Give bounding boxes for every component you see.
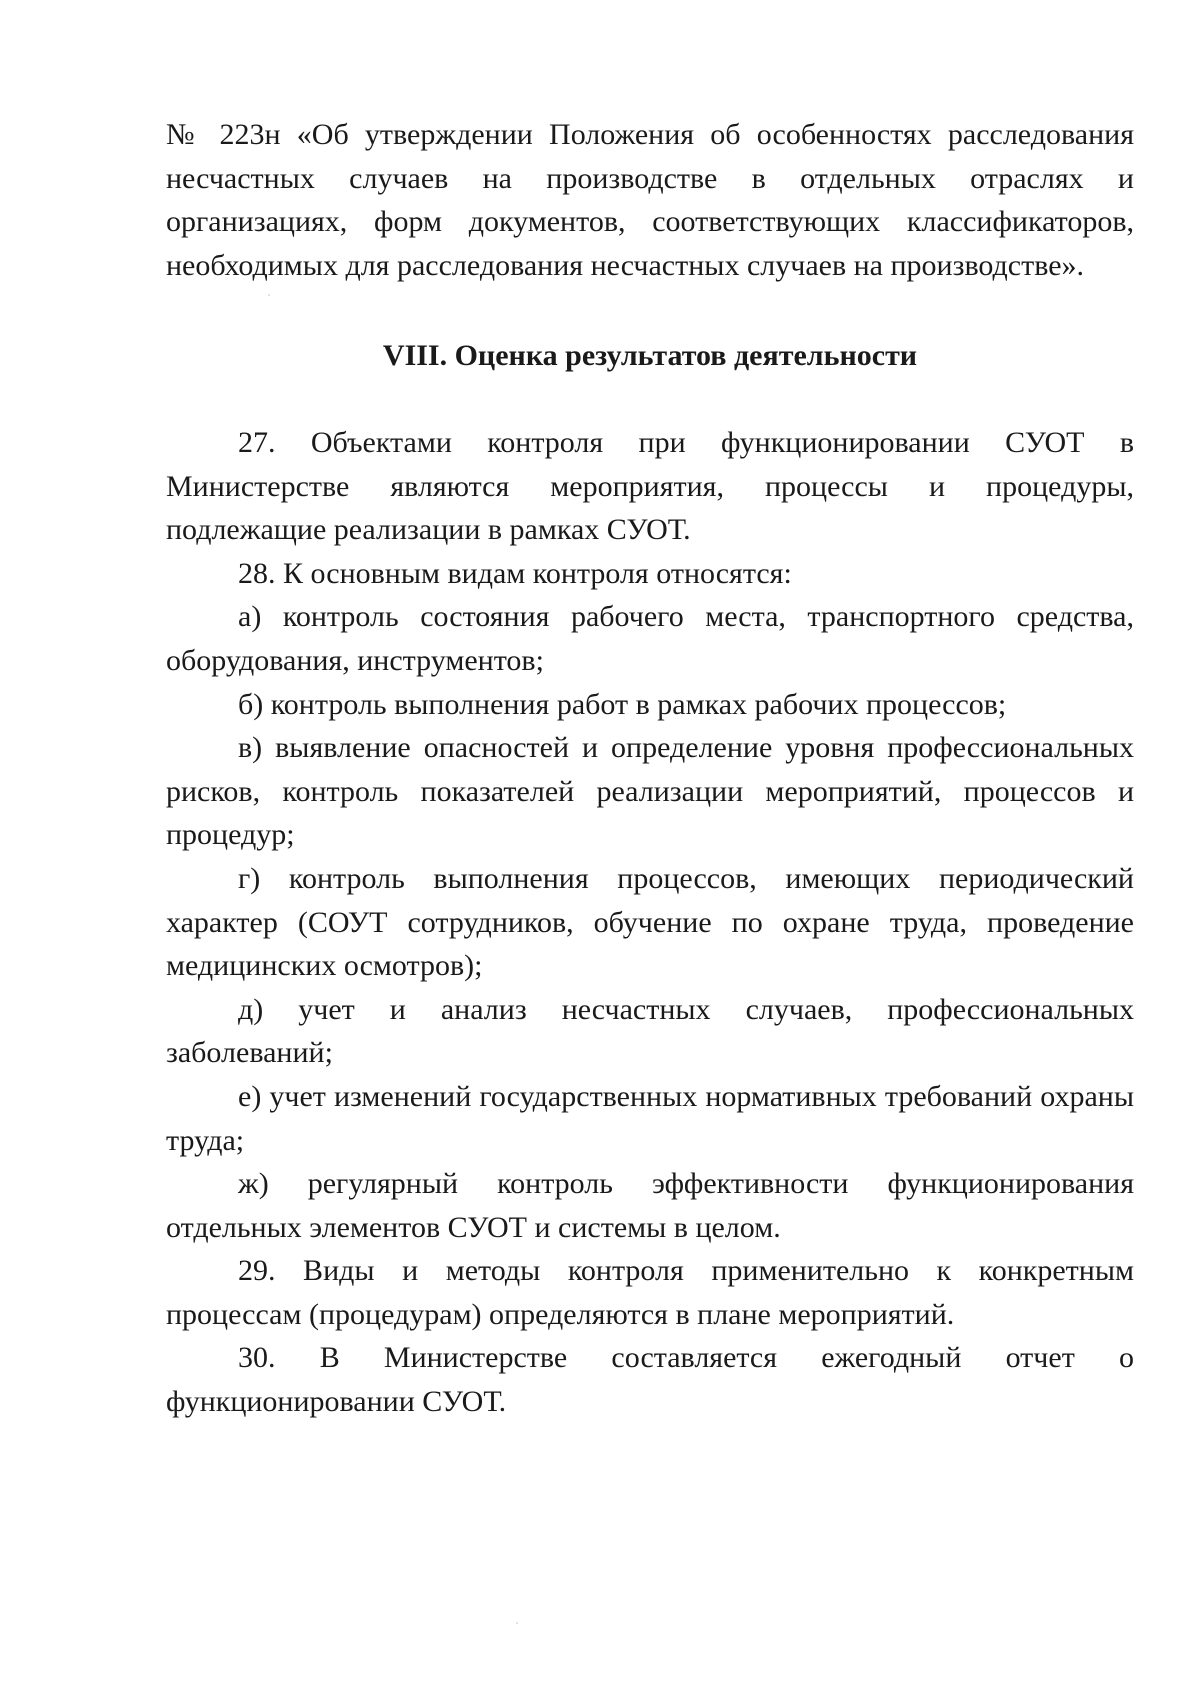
list-item-d: д) учет и анализ несчастных случаев, профессиональных заболеваний; (166, 992, 1134, 1070)
paragraph-27: 27. Объектами контроля при функционировании СУОТ в Министерстве являются мероприятия, процессы и процедуры, подлежащие реализации в рамках СУОТ. (166, 426, 1134, 547)
intro-paragraph: № 223н «Об утверждении Положения об особенностях расследования несчастных случаев на производстве в отдельных отраслях и организациях, форм документов, соответствующих классификаторов, необходимых для расследования несчастных случаев на производстве». (166, 118, 1134, 282)
list-item-v: в) выявление опасностей и определение уровня профессиональных рисков, контроль показателей реализации мероприятий, процессов и процедур; (166, 731, 1134, 852)
paragraph-28: 28. К основным видам контроля относятся: (238, 556, 792, 590)
list-item-b: б) контроль выполнения работ в рамках рабочих процессов; (238, 687, 1007, 721)
list-item-zh: ж) регулярный контроль эффективности функционирования отдельных элементов СУОТ и системы в целом. (166, 1167, 1134, 1244)
section-body (166, 421, 1134, 1424)
paragraph-29: 29. Виды и методы контроля применительно к конкретным процессам (процедурам) определяются в плане мероприятий. (166, 1254, 1134, 1331)
scan-speck (516, 1622, 518, 1624)
intro-block (166, 113, 1134, 287)
scan-speck (268, 294, 270, 296)
list-item-g: г) контроль выполнения процессов, имеющих периодический характер (СОУТ сотрудников, обучение по охране труда, проведение медицинских осмотров); (166, 861, 1134, 983)
paragraph-30: 30. В Министерстве составляется ежегодный отчет о функционировании СУОТ. (166, 1341, 1134, 1419)
list-item-a: а) контроль состояния рабочего места, транспортного средства, оборудования, инструментов; (166, 600, 1134, 677)
list-item-e: е) учет изменений государственных нормативных требований охраны труда; (166, 1079, 1134, 1157)
section-heading: VIII. Оценка результатов деятельности (382, 339, 918, 372)
